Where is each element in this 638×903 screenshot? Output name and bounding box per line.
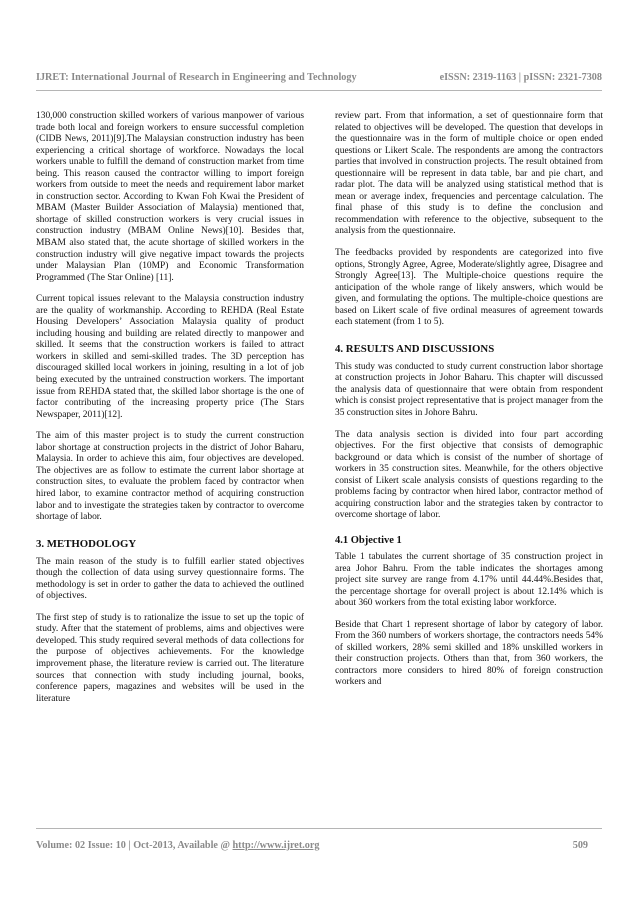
paragraph: The main reason of the study is to fulfill earlier stated objectives though the collection of data using survey questionnaire forms. The methodology is set in order to gather the data to achieved the outlined of objectives. [36,556,304,602]
section-heading-methodology: 3. METHODOLOGY [36,537,137,550]
header-rule [36,90,602,91]
paragraph: Table 1 tabulates the current shortage of 35 construction project in area Johor Bahru. From the table indicates the shortages among project site survey are range from 4.17% until 44.44%.Besides that, the percentage shortage for overall project is about 12.14% which is about 360 workers from the total existing labor workforce. [335,551,603,609]
paragraph: The aim of this master project is to study the current construction labor shortage at construction projects in the district of Johor Baharu, Malaysia. In order to achieve this aim, four objectives are developed. The objectives are as follow to estimate the current labor shortage at construction sites, to evaluate the problem faced by contractor when hired labor, to examine contractor method of acquiring construction labor and to investigate the strategies taken by contractor to overcome shortage of labor. [36,431,304,523]
paragraph: 130,000 construction skilled workers of various manpower of various trade both local and foreign workers to ensure successful completion (CIDB News, 2011)[9].The Malaysian construction industry has been experiencing a critical shortage of workforce. Nowadays the local workers unable to fulfill the demand of construction market from time being. This reason caused the contractor willing to import foreign workers from outside to meet the needs and requirement labor market in construction sector. According to Kwan Foh Kwai the President of MBAM (Master Builder Association of Malaysia) mentioned that, shortage of skilled construction workers is very crucial issues in construction industry (MBAM Online News)[10]. Besides that, MBAM also stated that, the acute shortage of skilled workers in the construction industry will give negative impact towards the projects under Malaysian Plan (10MP) and Economic Transformation Programmed (The Star Online) [11]. [36,111,304,283]
running-footer [36,840,602,852]
journal-url-link[interactable]: http://www.ijret.org [232,840,320,851]
issn-info: eISSN: 2319-1163 | pISSN: 2321-7308 [439,72,602,83]
section-heading-results: 4. RESULTS AND DISCUSSIONS [335,342,495,355]
paragraph: The feedbacks provided by respondents are categorized into five options, Strongly Agree, Agree, Moderate/slightly agree, Disagree and Strongly Agree[13]. The Multiple-choice questions require the anticipation of the whole range of likely answers, which would be given, and formulating the options. The multiple-choice questions are based on Likert scale of five ordinal measures of agreement towards each statement (from 1 to 5). [335,248,603,328]
journal-title: IJRET: International Journal of Research in Engineering and Technology [36,72,357,83]
paragraph: Current topical issues relevant to the Malaysia construction industry are the quality of workmanship. According to REHDA (Real Estate Housing Developers’ Association Malaysia quality of product including housing and building are related directly to manpower and skilled. It seems that the construction workers is failed to attract workers in skilled and semi-skilled trades. The 3D perception has discouraged skilled local workers in joining, resulting in a lot of job being executed by the untrained construction workers. The important issue from REHDA stated that, the skilled labor shortage is the one of factor contributing of the increasing property price (The Stars Newspaper, 2011)[12]. [36,294,304,420]
left-column [36,111,304,715]
paragraph: This study was conducted to study current construction labor shortage at construction projects in Johor Baharu. This chapter will discussed the analysis data of questionnaire that were obtain from respondent which is consist project representative that is project manager from the 35 construction sites in Johore Bahru. [335,361,603,419]
paragraph: The data analysis section is divided into four part according objectives. For the first objective that consists of demographic background or data which is consist of the number of shortage of workers in 35 construction sites. Meanwhile, for the others objective consist of Likert scale analysis consists of questions regarding to the problems facing by contractor when hired labor, contractor method of acquiring construction labor and the strategies taken by contractor to overcome shortage of labor. [335,429,603,521]
footer-rule [36,828,602,829]
paragraph: The first step of study is to rationalize the issue to set up the topic of study. After that the statement of problems, aims and objectives were developed. This study required several methods of data collections for the purpose of objectives achievements. For the knowledge improvement phase, the literature review is carried out. The literature sources that connection with study including journal, books, conference papers, magazines and websites will be used in the literature [36,612,304,704]
volume-text: Volume: 02 Issue: 10 | Oct-2013, Available @ [36,840,230,851]
paragraph: review part. From that information, a set of questionnaire form that related to objectives will be developed. The question that develops in the questionnaire was in the form of multiple choice or open ended questions or Likert Scale. The respondents are among the contractors parties that involved in construction projects. The result obtained from questionnaire will be represent in data table, bar and pie chart, and radar plot. The data will be analyzed using statistical method that is mean or average index, frequencies and percentage calculation. The final phase of this study is to define the conclusion and recommendation with reference to the objective, subsequent to the analysis from the questionnaire. [335,111,603,237]
subsection-heading-objective-1: 4.1 Objective 1 [335,534,402,546]
right-column [335,111,603,699]
paragraph: Beside that Chart 1 represent shortage of labor by category of labor. From the 360 numbers of workers shortage, the contractors needs 54% of skilled workers, 28% semi skilled and 18% unskilled workers in their construction projects. Others than that, from 360 workers, the contractors more considers to hired 80% of foreign construction workers and [335,619,603,688]
page-number: 509 [572,840,588,851]
footer-volume-info [36,840,319,851]
running-header [36,72,602,84]
